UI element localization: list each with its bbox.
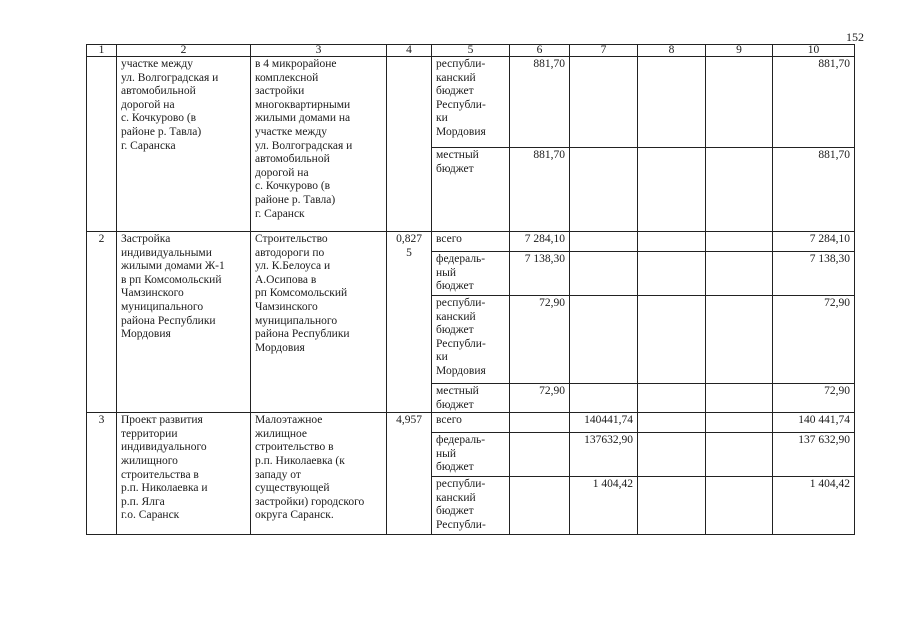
value-col-9 — [706, 384, 773, 413]
table-row — [87, 57, 855, 148]
value-col-7 — [570, 148, 638, 232]
header-cell: 7 — [570, 45, 638, 57]
funding-source: республи- канский бюджет Республи- — [432, 477, 510, 535]
table-row — [87, 413, 855, 433]
value-col-10: 72,90 — [773, 384, 855, 413]
value-col-8 — [638, 413, 706, 433]
value-col-9 — [706, 477, 773, 535]
value-col-7 — [570, 384, 638, 413]
value-col-7 — [570, 57, 638, 148]
funding-source: всего — [432, 413, 510, 433]
work-description: Строительство автодороги по ул. К.Белоуса и А.Осипова в рп Комсомольский Чамзинского муниципального района Республики Мордовия — [251, 232, 387, 413]
value-col-10: 881,70 — [773, 148, 855, 232]
funding-source: республи- канский бюджет Республи- ки Мордовия — [432, 57, 510, 148]
value-col-8 — [638, 57, 706, 148]
budget-table — [86, 44, 855, 535]
value-col-6: 7 284,10 — [510, 232, 570, 252]
header-cell: 3 — [251, 45, 387, 57]
table-row — [87, 232, 855, 252]
value-col-10: 137 632,90 — [773, 433, 855, 477]
value-col-8 — [638, 296, 706, 384]
page-number: 152 — [846, 30, 864, 44]
value-col-9 — [706, 232, 773, 252]
header-cell: 8 — [638, 45, 706, 57]
header-cell: 6 — [510, 45, 570, 57]
value-col-10: 140 441,74 — [773, 413, 855, 433]
row-number — [87, 57, 117, 232]
value-col-6 — [510, 477, 570, 535]
funding-source: местный бюджет — [432, 384, 510, 413]
value-col-6: 881,70 — [510, 148, 570, 232]
value-col-7: 140441,74 — [570, 413, 638, 433]
length-value — [387, 57, 432, 232]
value-col-6 — [510, 433, 570, 477]
value-col-10: 72,90 — [773, 296, 855, 384]
value-col-9 — [706, 433, 773, 477]
work-description: Малоэтажное жилищное строительство в р.п. Николаевка (к западу от существующей застройки) городского округа Саранск. — [251, 413, 387, 535]
row-number: 3 — [87, 413, 117, 535]
value-col-8 — [638, 433, 706, 477]
value-col-6: 72,90 — [510, 384, 570, 413]
header-cell: 1 — [87, 45, 117, 57]
value-col-10: 1 404,42 — [773, 477, 855, 535]
header-cell: 9 — [706, 45, 773, 57]
value-col-8 — [638, 148, 706, 232]
value-col-7: 1 404,42 — [570, 477, 638, 535]
value-col-10: 881,70 — [773, 57, 855, 148]
value-col-9 — [706, 252, 773, 296]
value-col-10: 7 284,10 — [773, 232, 855, 252]
funding-source: федераль- ный бюджет — [432, 252, 510, 296]
value-col-6: 881,70 — [510, 57, 570, 148]
length-value: 0,827 5 — [387, 232, 432, 413]
work-description: в 4 микрорайоне комплексной застройки многоквартирными жилыми домами на участке между ул. Волгоградская и автомобильной дорогой на с. Кочкурово (в районе р. Тавла) г. Саранск — [251, 57, 387, 232]
value-col-9 — [706, 413, 773, 433]
value-col-8 — [638, 477, 706, 535]
header-row — [87, 45, 855, 57]
value-col-8 — [638, 384, 706, 413]
value-col-6: 7 138,30 — [510, 252, 570, 296]
funding-source: всего — [432, 232, 510, 252]
funding-source: федераль- ный бюджет — [432, 433, 510, 477]
row-number: 2 — [87, 232, 117, 413]
value-col-7 — [570, 232, 638, 252]
header-cell: 2 — [117, 45, 251, 57]
value-col-10: 7 138,30 — [773, 252, 855, 296]
funding-source: республи- канский бюджет Республи- ки Мордовия — [432, 296, 510, 384]
value-col-7 — [570, 252, 638, 296]
value-col-7 — [570, 296, 638, 384]
length-value: 4,957 — [387, 413, 432, 535]
header-cell: 4 — [387, 45, 432, 57]
funding-source: местный бюджет — [432, 148, 510, 232]
value-col-6: 72,90 — [510, 296, 570, 384]
value-col-7: 137632,90 — [570, 433, 638, 477]
object-name: Проект развития территории индивидуального жилищного строительства в р.п. Николаевка и р.п. Ялга г.о. Саранск — [117, 413, 251, 535]
header-cell: 5 — [432, 45, 510, 57]
object-name: Застройка индивидуальными жилыми домами Ж-1 в рп Комсомольский Чамзинского муниципального района Республики Мордовия — [117, 232, 251, 413]
value-col-6 — [510, 413, 570, 433]
value-col-9 — [706, 148, 773, 232]
header-cell: 10 — [773, 45, 855, 57]
value-col-8 — [638, 252, 706, 296]
value-col-9 — [706, 57, 773, 148]
value-col-9 — [706, 296, 773, 384]
object-name: участке между ул. Волгоградская и автомобильной дорогой на с. Кочкурово (в районе р. Тавла) г. Саранска — [117, 57, 251, 232]
value-col-8 — [638, 232, 706, 252]
